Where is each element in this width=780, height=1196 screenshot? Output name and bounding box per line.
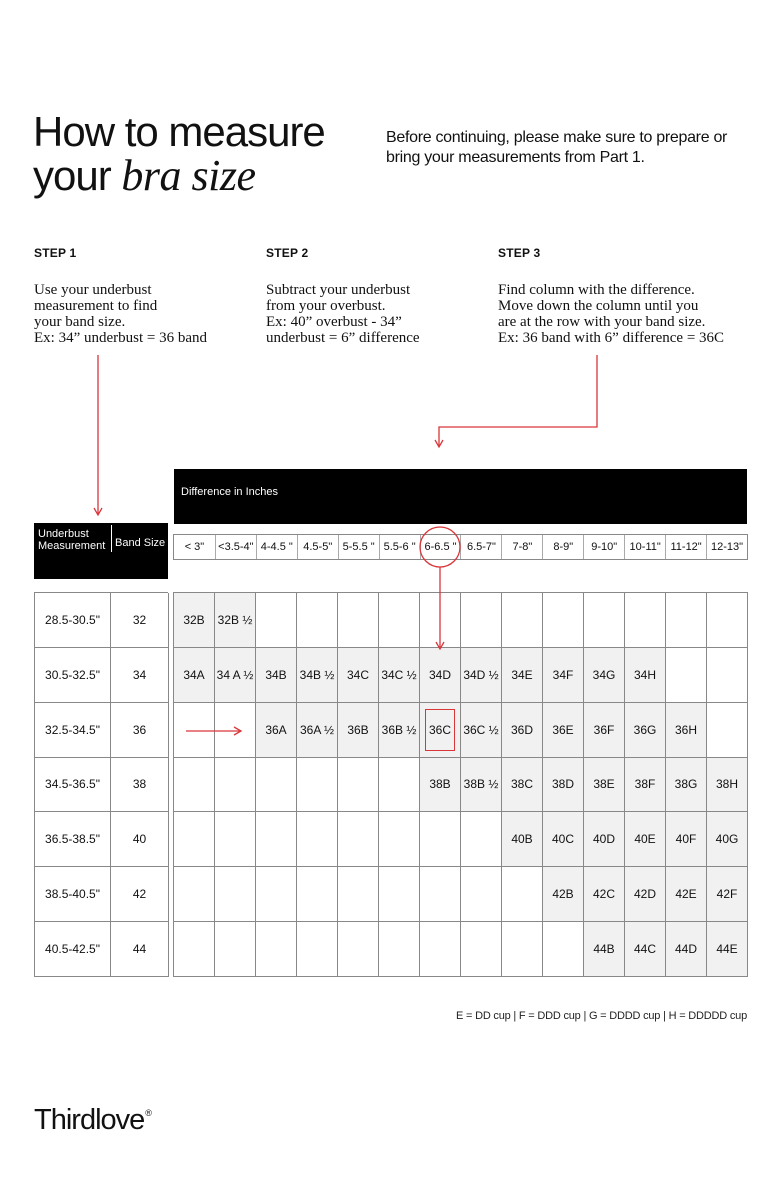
empty-cell (420, 922, 461, 977)
empty-cell (297, 812, 338, 867)
empty-cell (502, 593, 543, 648)
empty-cell (461, 867, 502, 922)
empty-cell (256, 922, 297, 977)
size-cell: 38H (707, 758, 748, 813)
difference-header (174, 469, 747, 524)
size-cell: 34B (256, 648, 297, 703)
difference-header-label: Difference in Inches (181, 486, 279, 498)
size-cell: 44C (625, 922, 666, 977)
difference-cell: 4-4.5 " (256, 535, 297, 559)
difference-cell: 10-11" (624, 535, 665, 559)
size-cell: 34G (584, 648, 625, 703)
empty-cell (379, 812, 420, 867)
step3-arrow-line (439, 355, 597, 446)
empty-cell (461, 593, 502, 648)
size-cell: 34C ½ (379, 648, 420, 703)
band-cell: 36 (111, 703, 169, 758)
empty-cell (256, 812, 297, 867)
band-cell: 44 (111, 922, 169, 977)
empty-cell (338, 758, 379, 813)
difference-cell: 6.5-7" (460, 535, 501, 559)
empty-cell (707, 593, 748, 648)
empty-cell (256, 758, 297, 813)
brand-logo (34, 1104, 151, 1137)
underbust-cell: 36.5-38.5" (35, 812, 111, 867)
band-header (34, 523, 168, 579)
size-cell: 36B (338, 703, 379, 758)
size-cell: 40E (625, 812, 666, 867)
empty-cell (584, 593, 625, 648)
empty-cell (379, 593, 420, 648)
empty-cell (215, 922, 256, 977)
title-line-1: How to measure (33, 108, 325, 155)
empty-cell (379, 922, 420, 977)
step-heading: STEP 1 (34, 246, 77, 260)
size-cell: 36H (666, 703, 707, 758)
underbust-cell: 40.5-42.5" (35, 922, 111, 977)
size-cell: 36A ½ (297, 703, 338, 758)
cup-legend: E = DD cup | F = DDD cup | G = DDDD cup | H = DDDDD cup (456, 1010, 747, 1022)
step-text: Subtract your underbust from your overbust. Ex: 40” overbust - 34” underbust = 6” difference (266, 282, 420, 346)
empty-cell (666, 648, 707, 703)
band-cell: 38 (111, 758, 169, 813)
title-line-2a: your (33, 152, 122, 199)
size-cell: 34B ½ (297, 648, 338, 703)
empty-cell (174, 703, 215, 758)
band-cell: 42 (111, 867, 169, 922)
title-line-2b: bra size (121, 151, 256, 200)
empty-cell (215, 867, 256, 922)
size-cell: 34H (625, 648, 666, 703)
difference-cell: 5-5.5 " (338, 535, 379, 559)
difference-cell: 11-12" (665, 535, 706, 559)
size-cell: 38B (420, 758, 461, 813)
empty-cell (461, 922, 502, 977)
difference-cell: < 3" (184, 541, 205, 553)
step-2 (266, 246, 491, 346)
empty-cell (174, 922, 215, 977)
empty-cell (215, 812, 256, 867)
empty-cell (420, 812, 461, 867)
difference-cell: 5.5-6 " (379, 535, 420, 559)
difference-row (173, 534, 748, 560)
size-cell: 34A (174, 648, 215, 703)
empty-cell (256, 593, 297, 648)
empty-cell (420, 593, 461, 648)
size-cell: 36D (502, 703, 543, 758)
difference-cell: 12-13" (706, 535, 747, 559)
size-cell: 34D (420, 648, 461, 703)
empty-cell (338, 812, 379, 867)
size-cell: 38B ½ (461, 758, 502, 813)
step-text: Use your underbust measurement to find your band size. Ex: 34” underbust = 36 band (34, 282, 208, 346)
step3-arrow-head (435, 440, 443, 447)
size-cell: 32B ½ (215, 593, 256, 648)
size-cell: 38F (625, 758, 666, 813)
size-cell: 38E (584, 758, 625, 813)
size-cell: 42B (543, 867, 584, 922)
size-cell: 40B (502, 812, 543, 867)
size-cell: 40D (584, 812, 625, 867)
size-cell: 36F (584, 703, 625, 758)
size-cell: 38C (502, 758, 543, 813)
empty-cell (174, 812, 215, 867)
size-grid (173, 592, 748, 977)
logo-text: Thirdlove (34, 1104, 145, 1136)
difference-cell: <3.5-4" (215, 535, 256, 559)
size-cell: 32B (174, 593, 215, 648)
empty-cell (297, 758, 338, 813)
empty-cell (174, 867, 215, 922)
empty-cell (379, 867, 420, 922)
underbust-cell: 34.5-36.5" (35, 758, 111, 813)
size-cell: 40G (707, 812, 748, 867)
step-heading: STEP 3 (498, 246, 541, 260)
empty-cell (338, 922, 379, 977)
empty-cell (502, 867, 543, 922)
empty-cell (543, 593, 584, 648)
size-cell: 44B (584, 922, 625, 977)
size-cell: 36C ½ (461, 703, 502, 758)
size-cell: 34 A ½ (215, 648, 256, 703)
empty-cell (297, 922, 338, 977)
empty-cell (666, 593, 707, 648)
empty-cell (461, 812, 502, 867)
size-cell: 34F (543, 648, 584, 703)
size-cell: 42E (666, 867, 707, 922)
empty-cell (420, 867, 461, 922)
size-cell: 34D ½ (461, 648, 502, 703)
empty-cell (543, 922, 584, 977)
empty-cell (379, 758, 420, 813)
empty-cell (338, 593, 379, 648)
size-cell: 34E (502, 648, 543, 703)
band-cell: 32 (111, 593, 169, 648)
difference-cell: 8-9" (542, 535, 583, 559)
underbust-cell: 32.5-34.5" (35, 703, 111, 758)
page-title (33, 110, 325, 198)
underbust-cell: 30.5-32.5" (35, 648, 111, 703)
step-3 (498, 246, 748, 346)
registered-mark: ® (145, 1108, 151, 1118)
size-cell: 38D (543, 758, 584, 813)
underbust-cell: 28.5-30.5" (35, 593, 111, 648)
underbust-header: Underbust Measurement (38, 528, 106, 552)
empty-cell (297, 867, 338, 922)
empty-cell (338, 867, 379, 922)
empty-cell (256, 867, 297, 922)
size-cell: 36E (543, 703, 584, 758)
size-cell: 36G (625, 703, 666, 758)
size-cell: 44E (707, 922, 748, 977)
band-table (34, 592, 168, 977)
difference-cell: 6-6.5 " (420, 535, 461, 559)
difference-cell: 4.5-5" (297, 535, 338, 559)
empty-cell (174, 758, 215, 813)
empty-cell (625, 593, 666, 648)
step-heading: STEP 2 (266, 246, 309, 260)
empty-cell (215, 758, 256, 813)
size-cell: 36A (256, 703, 297, 758)
band-cell: 34 (111, 648, 169, 703)
size-cell: 42D (625, 867, 666, 922)
empty-cell (707, 703, 748, 758)
size-cell: 42C (584, 867, 625, 922)
size-cell: 36B ½ (379, 703, 420, 758)
step-text: Find column with the difference. Move down the column until you are at the row with your band size. Ex: 36 band with 6” difference = 36C (498, 282, 725, 346)
size-cell: 40C (543, 812, 584, 867)
size-cell: 44D (666, 922, 707, 977)
empty-cell (502, 922, 543, 977)
underbust-cell: 38.5-40.5" (35, 867, 111, 922)
empty-cell (215, 703, 256, 758)
band-cell: 40 (111, 812, 169, 867)
size-cell: 38G (666, 758, 707, 813)
size-cell: 40F (666, 812, 707, 867)
size-cell: 42F (707, 867, 748, 922)
step-1 (34, 246, 259, 346)
intro-text: Before continuing, please make sure to prepare or bring your measurements from Part 1. (386, 129, 728, 166)
highlighted-size-cell: 36C (420, 703, 461, 758)
header-divider (111, 525, 112, 552)
difference-cell: 7-8" (501, 535, 542, 559)
empty-cell (297, 593, 338, 648)
empty-cell (707, 648, 748, 703)
size-cell: 34C (338, 648, 379, 703)
difference-cell: 9-10" (583, 535, 624, 559)
step1-arrow-head (94, 508, 102, 515)
band-size-header: Band Size (115, 537, 166, 549)
